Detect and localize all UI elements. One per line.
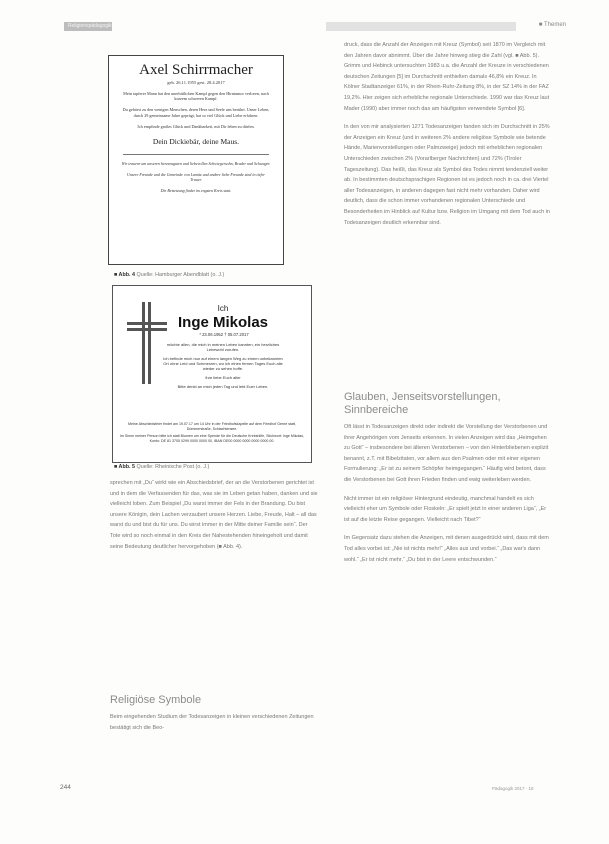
ad-text: Ihre liebe Euch aller [205,375,241,380]
figure-source: Quelle: Rheinische Post (o. J.) [136,464,210,470]
body-paragraph: In den von mir analysierten 1271 Todesanzeigen fanden sich im Durchschnitt in 25% der Anzeigen ein Kreuz (und in weiteren 2% andere religiöse Symbole wie betende Hände, Marienvorstellungen oder Palmzweige) jedoch mit erheblichen regionalen Unterschieden zwischen 2% (Vorarlberger Nachrichten) und 72% (Tiroler Tageszeitung). Das heißt, das Kreuz als Symbol des Todes nimmt tendenziell weiter ab. In bestimmten deutschsprachigen Regionen ist es jedoch noch in ca. drei Viertel aller Todesanzeigen, in anderen dagegen fast nicht mehr vorhanden. Daher wird deutlich, dass die schon immer vorhandenen regionalen Unterschiede und Besonderheiten im Hinblick auf Kultur bzw. Religion im Umgang mit dem Tod auch in Todesanzeigen deutlich erkennbar sind. [344,124,550,226]
section-label: Religionspädagogik [64,22,112,31]
figure-caption-4 [114,272,224,278]
obituary-ad-mikolas [112,285,312,463]
ad-text: Meine Abschiedsfeier findet am 19.07.17 um 14 Uhr in der Friedhofskapelle auf dem Friedhof Gerne statt, Dümmerstraße, Schlachtensee. [128,422,296,431]
ad-text: Wir trauern um unseren herzensguten und liebevollen Schwiegersohn, Bruder und Schwager. [121,161,271,167]
ad-intro: Ich [217,304,229,313]
ad-text: Die Beisetzung findet im engsten Kreis statt. [160,188,232,194]
ad-text: möchte allen, die mich in meinen Leben kannten, ein herzliches Lebewohl zurufen. [166,342,280,352]
figure-label: ■ Abb. 5 [114,464,136,470]
ad-text: Mein tapferer Mann hat den unerbittlichen Kampf gegen den Hirntumor verloren, nach kurzem schweren Kampf. [123,91,269,102]
ad-footer [117,422,307,446]
body-paragraph: Nicht immer ist ein religiöser Hintergrund eindeutig, manchmal handelt es sich vielleicht eher um Symbole oder Floskeln: „Er spielt jetzt in einer anderen Liga“, „Er ist auf die letzte Reise gegangen. Vielleicht nach Tibet?“ [344,495,547,523]
page-number: 244 [60,784,71,791]
body-paragraph: druck, dass die Anzahl der Anzeigen mit Kreuz (Symbol) seit 1870 im Vergleich mit den Jahren davor abnimmt. Über die Jahre hinweg stieg die Zahl (vgl. ■ Abb. 5). Grimm und Hebinck untersuchten 1983 u.a. die Anzahl der Kreuze in verschiedenen deutschen Zeitungen [5] im Durchschnitt enthielten damals 46,8% ein Kreuz. In Kölner Stadtanzeiger 61%, in der Rhein-Ruhr-Zeitung 8%, in der SZ 14% in der FAZ 19,2%. Hier zeigen sich erhebliche regionale Unterschiede. 1990 war das Kreuz laut Mader (1990) aber immer noch das am häufigsten verwendete Symbol [6]. [344,42,550,112]
figure-source: Quelle: Hamburger Abendblatt (o. J.) [136,272,225,278]
deceased-name: Axel Schirrmacher [139,62,253,78]
section-heading: Religiöse Symbole [110,694,202,706]
closing-line: Dein Dickiebär, deine Maus. [152,137,240,147]
ad-text: Bitte denkt an mich jeden Tag und lebt Euer Leben. [177,384,269,389]
deceased-name: Inge Mikolas [177,314,269,331]
section-heading: Glauben, Jenseitsvorstellungen, Sinnbereiche [344,391,501,416]
figure-caption-5 [114,464,209,470]
right-column-text [344,40,550,236]
body-paragraph: sprechen mit „Du“ wirkt wie ein Abschiedsbrief, der an die Verstorbenen gerichtet ist und in dem die Verfassenden für das, was sie im Leben getan haben, danken und sie vielleicht loben. Zum Beispiel „Du warst immer der Fels in der Brandung. Du bist unsere Königin, dein Lachen verzaubert unsere Herzen. Liebe, Freude, Halt – all das warst du und bist du für uns. Du wirst immer in der Mitte deiner Familie sein“. Der Tote wird so noch einmal in den Kreis der Nahestehenden hineingeholt und damit seine Bedeutung deutlicher hervorgehoben (■ Abb. 4). [110,480,318,550]
left-column-text [110,478,318,560]
header-bar [326,22,516,31]
ad-text: Im Sinne meiner Person bitte ich statt Blumen um eine Spende für die Deutsche Krebshilfe, Stichwort: Inge Mikolas, Konto: DE 81 3705 0299 0000 0000 00, IBAN DE00 0000 0000 0000 0000 00. [119,434,305,443]
body-paragraph: Im Gegensatz dazu stehen die Anzeigen, mit denen ausgedrückt wird, dass mit dem Tod alles vorbei ist: „Nie ist nichts mehr!“ „Alles aus und vorbei.“ „Das war's dann wohl.“ „Er ist nicht mehr.“ „Du bist in der Leere entschwunden.“ [344,535,549,563]
right-column-text [344,422,550,573]
life-dates: geb. 26.11.1955 gest. 28.4.2017 [167,80,225,85]
ad-text: Ich empfinde großes Glück und Dankbarkeit, mit Dir leben zu dürfen. [137,123,255,129]
divider [123,154,269,155]
ad-text: Du gehörst zu den wenigen Menschen, deren Herz und Seele uns berührt. Unser Leben, durch 29 gemeinsame Jahre geprägt, hat so viel Glück und Liebe erfahren. [122,107,270,118]
ad-text: Ich befinde mich nun auf einem langen Weg zu einem unbekannten Ort ohne Leid und Schmerzen, wo ich einen fernen Tages Euch alle wieder zu sehen hoffe. [163,356,283,371]
section-tag: ■ Themen [538,22,566,28]
cross-icon [127,302,167,384]
left-column-text [110,712,318,741]
body-paragraph: Beim eingehenden Studium der Todesanzeigen in kleinen verschiedenen Zeitungen bestätigt sich die Beo- [110,714,314,731]
journal-reference: Pädagogik 2017 · 18 [492,786,534,791]
life-dates: * 23.06.1952 † 05.07.2017 [199,332,249,337]
ad-body [163,342,283,393]
figure-label: ■ Abb. 4 [114,272,136,278]
body-paragraph: Oft lässt in Todesanzeigen direkt oder indirekt die Vorstellung der Verstorbenen und ihrer Angehörigen vom Jenseits erkennen. In vielen Anzeigen wird das „Heimgehen zu Gott“ – insbesondere bei älteren Verstorbenen – von den Hinterbliebenen explizit benannt, z.T. mit Bibelzitaten, vor allem aus den Psalmen oder mit einer eigenen Formulierung: „Er ist zu seinem Schöpfer heimgegangen.“ Häufig wird betont, dass die Verstorbenen bei Gott ihren Frieden finden und ewig weiterleben werden. [344,424,549,483]
ad-text: Unsere Freunde und die Gemeinde von Lamitz und andere liebe Freunde sind in tiefer Trauer. [127,172,265,183]
obituary-ad-schirrmacher [108,55,284,265]
page-header [36,18,580,34]
